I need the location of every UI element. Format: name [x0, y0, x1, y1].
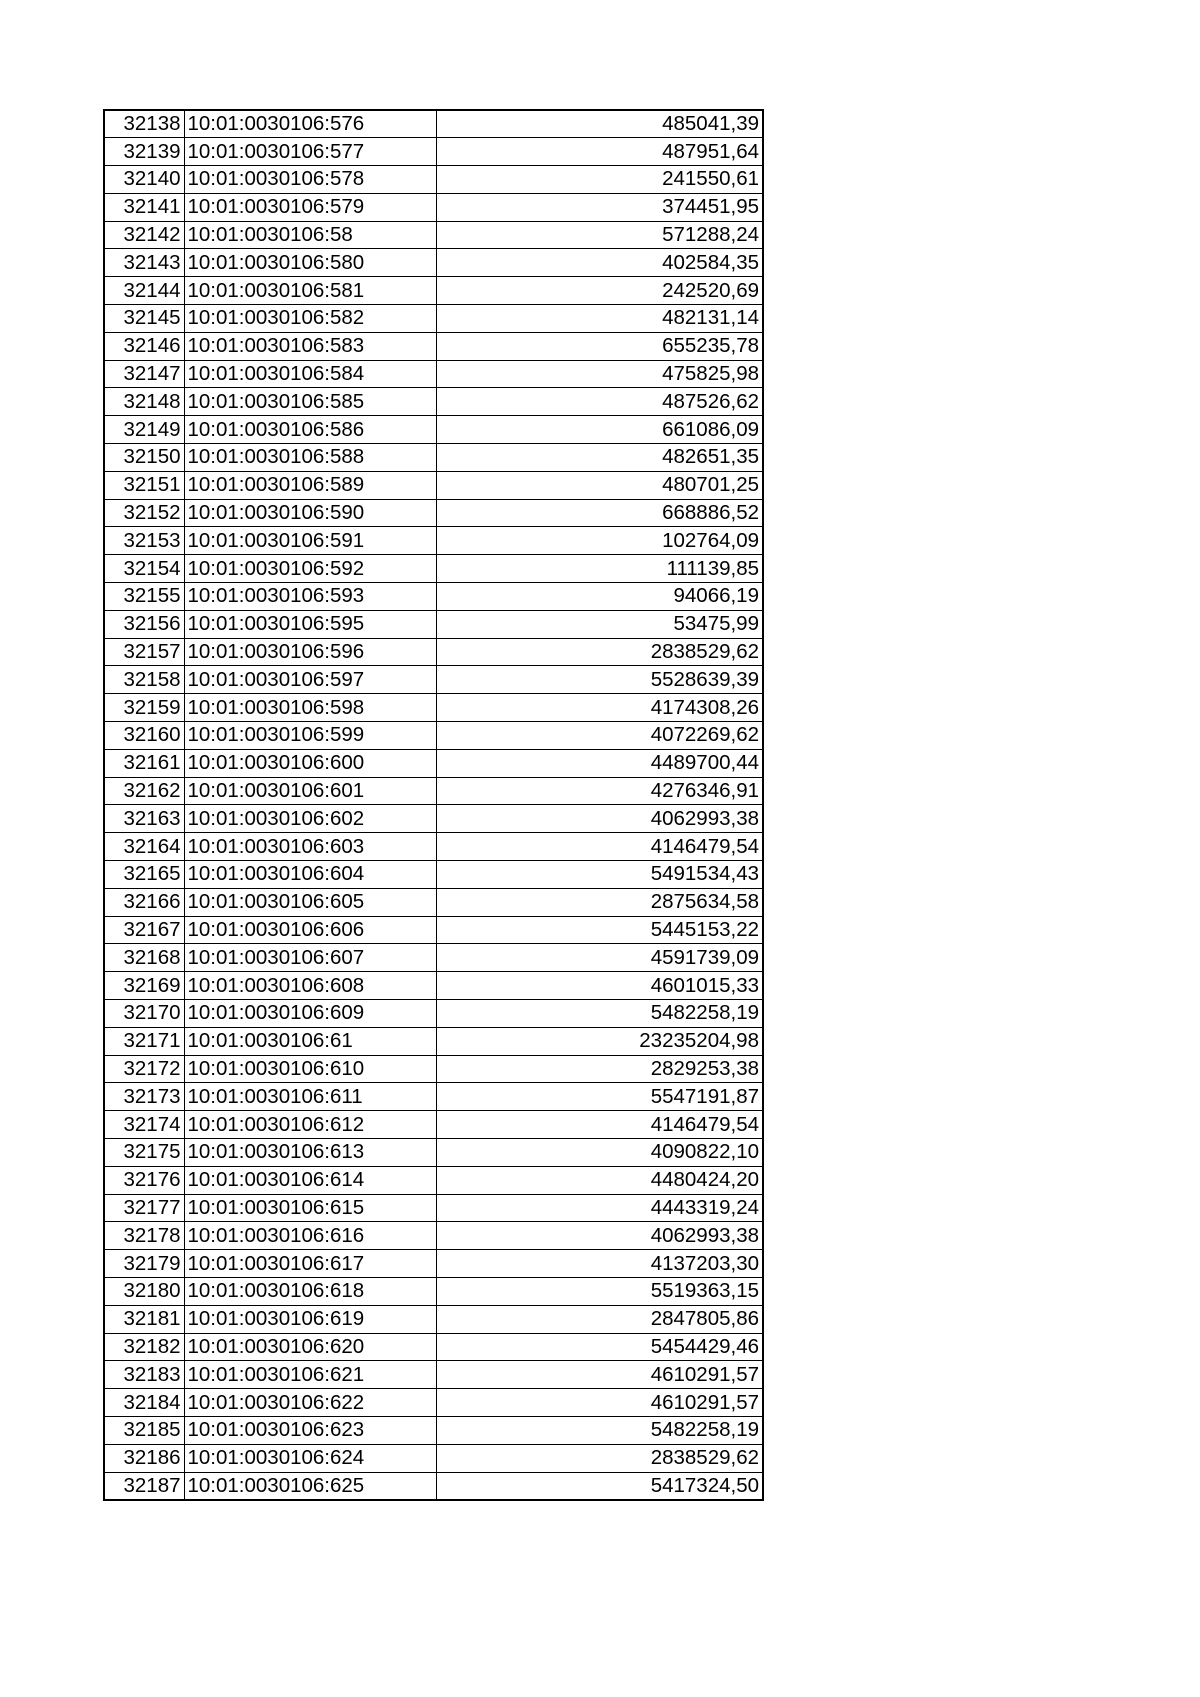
row-number-cell: 32161: [104, 749, 184, 777]
value-cell: 4137203,30: [436, 1250, 763, 1278]
table-row: [104, 110, 763, 138]
cadastral-number-cell: 10:01:0030106:617: [184, 1250, 436, 1278]
row-number-cell: 32146: [104, 332, 184, 360]
value-cell: 5417324,50: [436, 1472, 763, 1500]
table-row: [104, 1361, 763, 1389]
row-number-cell: 32142: [104, 221, 184, 249]
cadastral-number-cell: 10:01:0030106:603: [184, 833, 436, 861]
table-row: [104, 833, 763, 861]
cadastral-number-cell: 10:01:0030106:576: [184, 110, 436, 138]
value-cell: 482131,14: [436, 305, 763, 333]
table-body: [104, 110, 763, 1500]
cadastral-number-cell: 10:01:0030106:583: [184, 332, 436, 360]
row-number-cell: 32176: [104, 1166, 184, 1194]
table-row: [104, 1222, 763, 1250]
table-row: [104, 555, 763, 583]
value-cell: 94066,19: [436, 583, 763, 611]
cadastral-number-cell: 10:01:0030106:611: [184, 1083, 436, 1111]
cadastral-number-cell: 10:01:0030106:580: [184, 249, 436, 277]
value-cell: 374451,95: [436, 193, 763, 221]
cadastral-number-cell: 10:01:0030106:579: [184, 193, 436, 221]
table-row: [104, 527, 763, 555]
table-row: [104, 1166, 763, 1194]
cadastral-number-cell: 10:01:0030106:618: [184, 1277, 436, 1305]
table-row: [104, 1194, 763, 1222]
row-number-cell: 32152: [104, 499, 184, 527]
cadastral-number-cell: 10:01:0030106:614: [184, 1166, 436, 1194]
cadastral-number-cell: 10:01:0030106:584: [184, 360, 436, 388]
table-row: [104, 861, 763, 889]
row-number-cell: 32155: [104, 583, 184, 611]
table-row: [104, 1444, 763, 1472]
value-cell: 5454429,46: [436, 1333, 763, 1361]
table-row: [104, 610, 763, 638]
value-cell: 4610291,57: [436, 1389, 763, 1417]
value-cell: 475825,98: [436, 360, 763, 388]
row-number-cell: 32175: [104, 1138, 184, 1166]
cadastral-number-cell: 10:01:0030106:592: [184, 555, 436, 583]
cadastral-number-cell: 10:01:0030106:596: [184, 638, 436, 666]
cadastral-number-cell: 10:01:0030106:589: [184, 471, 436, 499]
row-number-cell: 32171: [104, 1027, 184, 1055]
cadastral-number-cell: 10:01:0030106:599: [184, 722, 436, 750]
cadastral-number-cell: 10:01:0030106:608: [184, 972, 436, 1000]
row-number-cell: 32151: [104, 471, 184, 499]
row-number-cell: 32139: [104, 138, 184, 166]
value-cell: 4146479,54: [436, 833, 763, 861]
cadastral-number-cell: 10:01:0030106:577: [184, 138, 436, 166]
cadastral-number-cell: 10:01:0030106:606: [184, 916, 436, 944]
cadastral-number-cell: 10:01:0030106:619: [184, 1305, 436, 1333]
cadastral-number-cell: 10:01:0030106:615: [184, 1194, 436, 1222]
value-cell: 5528639,39: [436, 666, 763, 694]
row-number-cell: 32180: [104, 1277, 184, 1305]
table-row: [104, 249, 763, 277]
table-row: [104, 1083, 763, 1111]
table-row: [104, 777, 763, 805]
row-number-cell: 32170: [104, 1000, 184, 1028]
table-row: [104, 1027, 763, 1055]
value-cell: 2829253,38: [436, 1055, 763, 1083]
table-row: [104, 888, 763, 916]
cadastral-number-cell: 10:01:0030106:604: [184, 861, 436, 889]
row-number-cell: 32168: [104, 944, 184, 972]
table-row: [104, 944, 763, 972]
cadastral-number-cell: 10:01:0030106:598: [184, 694, 436, 722]
value-cell: 2838529,62: [436, 638, 763, 666]
value-cell: 4062993,38: [436, 1222, 763, 1250]
value-cell: 53475,99: [436, 610, 763, 638]
table-row: [104, 1333, 763, 1361]
table-row: [104, 1472, 763, 1500]
row-number-cell: 32179: [104, 1250, 184, 1278]
cadastral-number-cell: 10:01:0030106:616: [184, 1222, 436, 1250]
cadastral-number-cell: 10:01:0030106:613: [184, 1138, 436, 1166]
value-cell: 4591739,09: [436, 944, 763, 972]
row-number-cell: 32169: [104, 972, 184, 1000]
value-cell: 4146479,54: [436, 1111, 763, 1139]
row-number-cell: 32164: [104, 833, 184, 861]
row-number-cell: 32165: [104, 861, 184, 889]
value-cell: 4610291,57: [436, 1361, 763, 1389]
table-row: [104, 444, 763, 472]
value-cell: 4174308,26: [436, 694, 763, 722]
value-cell: 4601015,33: [436, 972, 763, 1000]
row-number-cell: 32181: [104, 1305, 184, 1333]
row-number-cell: 32187: [104, 1472, 184, 1500]
table-row: [104, 1111, 763, 1139]
row-number-cell: 32156: [104, 610, 184, 638]
value-cell: 4489700,44: [436, 749, 763, 777]
table-row: [104, 1277, 763, 1305]
cadastral-number-cell: 10:01:0030106:620: [184, 1333, 436, 1361]
table-row: [104, 499, 763, 527]
value-cell: 102764,09: [436, 527, 763, 555]
value-cell: 5445153,22: [436, 916, 763, 944]
cadastral-number-cell: 10:01:0030106:585: [184, 388, 436, 416]
cadastral-number-cell: 10:01:0030106:586: [184, 416, 436, 444]
table-row: [104, 138, 763, 166]
table-row: [104, 1055, 763, 1083]
cadastral-number-cell: 10:01:0030106:593: [184, 583, 436, 611]
table-row: [104, 1416, 763, 1444]
row-number-cell: 32148: [104, 388, 184, 416]
cadastral-number-cell: 10:01:0030106:610: [184, 1055, 436, 1083]
row-number-cell: 32162: [104, 777, 184, 805]
cadastral-number-cell: 10:01:0030106:61: [184, 1027, 436, 1055]
value-cell: 487951,64: [436, 138, 763, 166]
cadastral-number-cell: 10:01:0030106:609: [184, 1000, 436, 1028]
table-row: [104, 416, 763, 444]
row-number-cell: 32174: [104, 1111, 184, 1139]
row-number-cell: 32138: [104, 110, 184, 138]
value-cell: 661086,09: [436, 416, 763, 444]
row-number-cell: 32149: [104, 416, 184, 444]
table-row: [104, 583, 763, 611]
row-number-cell: 32173: [104, 1083, 184, 1111]
row-number-cell: 32154: [104, 555, 184, 583]
table-row: [104, 277, 763, 305]
cadastral-number-cell: 10:01:0030106:595: [184, 610, 436, 638]
table-row: [104, 1389, 763, 1417]
cadastral-number-cell: 10:01:0030106:588: [184, 444, 436, 472]
table-row: [104, 694, 763, 722]
table-row: [104, 471, 763, 499]
value-cell: 241550,61: [436, 166, 763, 194]
table-row: [104, 805, 763, 833]
cadastral-number-cell: 10:01:0030106:624: [184, 1444, 436, 1472]
row-number-cell: 32177: [104, 1194, 184, 1222]
table-row: [104, 916, 763, 944]
row-number-cell: 32183: [104, 1361, 184, 1389]
table-row: [104, 166, 763, 194]
row-number-cell: 32144: [104, 277, 184, 305]
cadastral-number-cell: 10:01:0030106:582: [184, 305, 436, 333]
row-number-cell: 32157: [104, 638, 184, 666]
value-cell: 571288,24: [436, 221, 763, 249]
value-cell: 23235204,98: [436, 1027, 763, 1055]
value-cell: 2875634,58: [436, 888, 763, 916]
table-row: [104, 749, 763, 777]
cadastral-number-cell: 10:01:0030106:607: [184, 944, 436, 972]
value-cell: 5519363,15: [436, 1277, 763, 1305]
value-cell: 4480424,20: [436, 1166, 763, 1194]
cadastral-number-cell: 10:01:0030106:622: [184, 1389, 436, 1417]
value-cell: 480701,25: [436, 471, 763, 499]
row-number-cell: 32184: [104, 1389, 184, 1417]
value-cell: 2838529,62: [436, 1444, 763, 1472]
row-number-cell: 32158: [104, 666, 184, 694]
value-cell: 482651,35: [436, 444, 763, 472]
table-row: [104, 360, 763, 388]
value-cell: 4443319,24: [436, 1194, 763, 1222]
table-row: [104, 221, 763, 249]
cadastral-number-cell: 10:01:0030106:581: [184, 277, 436, 305]
cadastral-number-cell: 10:01:0030106:591: [184, 527, 436, 555]
value-cell: 2847805,86: [436, 1305, 763, 1333]
value-cell: 4276346,91: [436, 777, 763, 805]
value-cell: 4062993,38: [436, 805, 763, 833]
value-cell: 4072269,62: [436, 722, 763, 750]
row-number-cell: 32153: [104, 527, 184, 555]
row-number-cell: 32172: [104, 1055, 184, 1083]
value-cell: 485041,39: [436, 110, 763, 138]
cadastral-number-cell: 10:01:0030106:601: [184, 777, 436, 805]
cadastral-number-cell: 10:01:0030106:605: [184, 888, 436, 916]
table-row: [104, 193, 763, 221]
row-number-cell: 32159: [104, 694, 184, 722]
table-row: [104, 722, 763, 750]
table-row: [104, 1138, 763, 1166]
cadastral-number-cell: 10:01:0030106:625: [184, 1472, 436, 1500]
cadastral-number-cell: 10:01:0030106:590: [184, 499, 436, 527]
row-number-cell: 32178: [104, 1222, 184, 1250]
row-number-cell: 32167: [104, 916, 184, 944]
value-cell: 668886,52: [436, 499, 763, 527]
row-number-cell: 32150: [104, 444, 184, 472]
value-cell: 5491534,43: [436, 861, 763, 889]
table-row: [104, 388, 763, 416]
cadastral-number-cell: 10:01:0030106:58: [184, 221, 436, 249]
row-number-cell: 32166: [104, 888, 184, 916]
row-number-cell: 32185: [104, 1416, 184, 1444]
value-cell: 111139,85: [436, 555, 763, 583]
cadastral-number-cell: 10:01:0030106:602: [184, 805, 436, 833]
cadastral-number-cell: 10:01:0030106:621: [184, 1361, 436, 1389]
table-row: [104, 305, 763, 333]
table-row: [104, 332, 763, 360]
row-number-cell: 32147: [104, 360, 184, 388]
value-cell: 5547191,87: [436, 1083, 763, 1111]
row-number-cell: 32143: [104, 249, 184, 277]
table-row: [104, 666, 763, 694]
table-row: [104, 1250, 763, 1278]
value-cell: 5482258,19: [436, 1000, 763, 1028]
value-cell: 5482258,19: [436, 1416, 763, 1444]
row-number-cell: 32160: [104, 722, 184, 750]
row-number-cell: 32141: [104, 193, 184, 221]
row-number-cell: 32182: [104, 1333, 184, 1361]
data-table: [103, 109, 764, 1501]
value-cell: 402584,35: [436, 249, 763, 277]
row-number-cell: 32140: [104, 166, 184, 194]
row-number-cell: 32145: [104, 305, 184, 333]
cadastral-number-cell: 10:01:0030106:612: [184, 1111, 436, 1139]
cadastral-number-cell: 10:01:0030106:600: [184, 749, 436, 777]
cadastral-number-cell: 10:01:0030106:597: [184, 666, 436, 694]
row-number-cell: 32186: [104, 1444, 184, 1472]
row-number-cell: 32163: [104, 805, 184, 833]
value-cell: 655235,78: [436, 332, 763, 360]
table-row: [104, 972, 763, 1000]
cadastral-number-cell: 10:01:0030106:578: [184, 166, 436, 194]
value-cell: 4090822,10: [436, 1138, 763, 1166]
value-cell: 242520,69: [436, 277, 763, 305]
cadastral-number-cell: 10:01:0030106:623: [184, 1416, 436, 1444]
value-cell: 487526,62: [436, 388, 763, 416]
table-row: [104, 1305, 763, 1333]
table-row: [104, 638, 763, 666]
table-row: [104, 1000, 763, 1028]
